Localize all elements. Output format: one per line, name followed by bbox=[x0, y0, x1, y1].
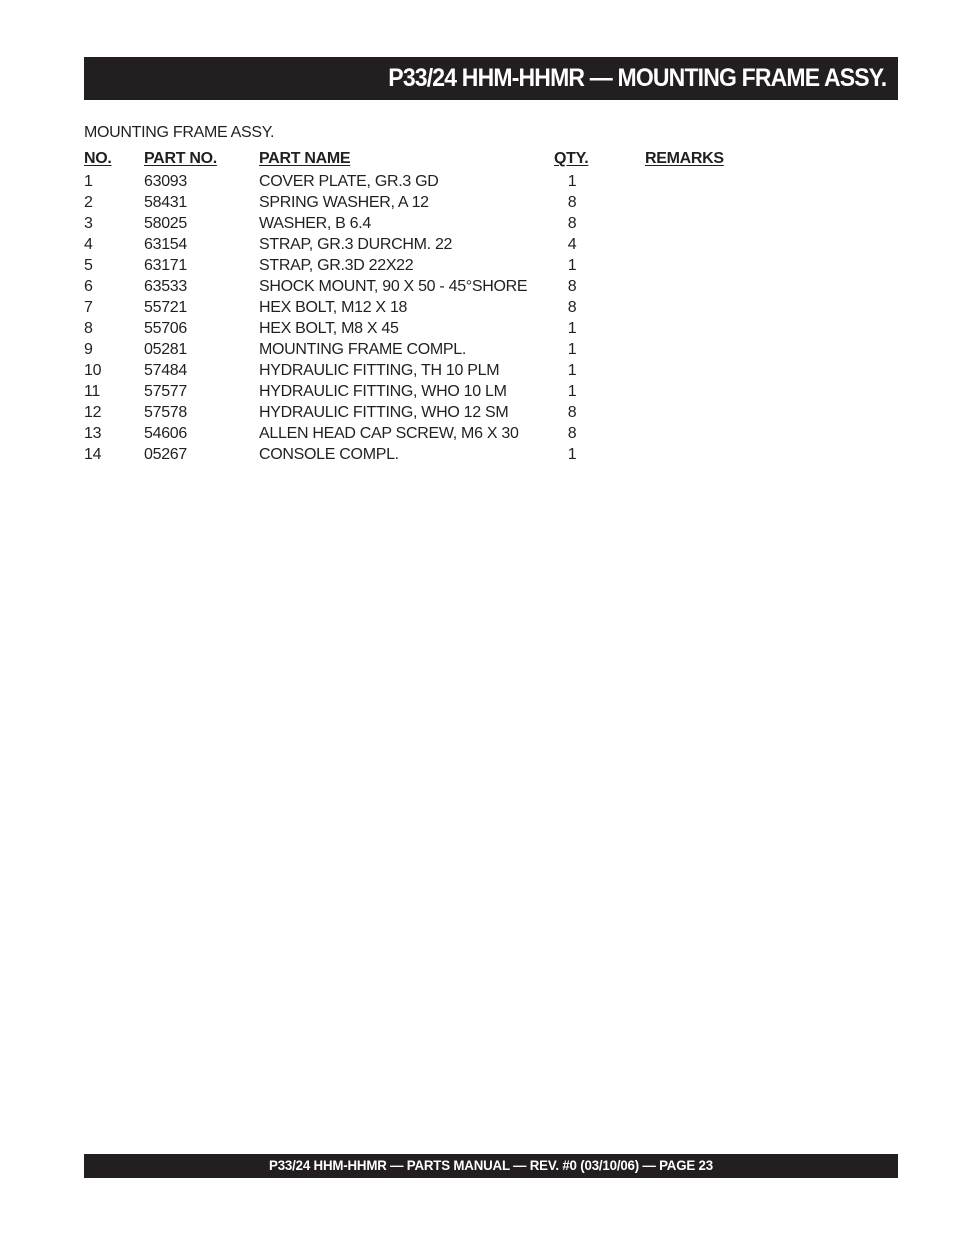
cell-part-name: HYDRAULIC FITTING, WHO 12 SM bbox=[259, 404, 509, 421]
cell-no: 2 bbox=[84, 194, 93, 211]
table-row bbox=[84, 299, 784, 320]
cell-qty: 1 bbox=[567, 362, 577, 379]
table-header-row bbox=[84, 150, 784, 173]
page-title: P33/24 HHM-HHMR — MOUNTING FRAME ASSY. bbox=[387, 64, 886, 92]
cell-no: 7 bbox=[84, 299, 93, 316]
cell-qty: 1 bbox=[567, 257, 577, 274]
page-footer: P33/24 HHM-HHMR — PARTS MANUAL — REV. #0 (03/10/06) — PAGE 23 bbox=[269, 1157, 713, 1173]
table-row bbox=[84, 404, 784, 425]
cell-qty: 8 bbox=[567, 404, 577, 421]
cell-part-no: 55721 bbox=[144, 299, 187, 316]
cell-part-name: COVER PLATE, GR.3 GD bbox=[259, 173, 439, 190]
cell-qty: 1 bbox=[567, 320, 577, 337]
cell-no: 5 bbox=[84, 257, 93, 274]
cell-no: 11 bbox=[84, 383, 101, 400]
cell-no: 13 bbox=[84, 425, 102, 442]
cell-part-name: STRAP, GR.3D 22X22 bbox=[259, 257, 414, 274]
column-header-part-name: PART NAME bbox=[259, 150, 351, 167]
cell-part-name: STRAP, GR.3 DURCHM. 22 bbox=[259, 236, 453, 253]
table-row bbox=[84, 278, 784, 299]
cell-part-no: 54606 bbox=[144, 425, 187, 442]
column-header-part-no: PART NO. bbox=[144, 150, 217, 167]
table-row bbox=[84, 362, 784, 383]
cell-qty: 8 bbox=[567, 215, 577, 232]
cell-qty: 1 bbox=[567, 173, 577, 190]
cell-qty: 4 bbox=[567, 236, 577, 253]
table-body bbox=[84, 173, 784, 467]
cell-part-name: HYDRAULIC FITTING, WHO 10 LM bbox=[259, 383, 507, 400]
cell-part-name: MOUNTING FRAME COMPL. bbox=[259, 341, 467, 358]
page-footer-bar bbox=[84, 1154, 898, 1178]
cell-part-name: HYDRAULIC FITTING, TH 10 PLM bbox=[259, 362, 500, 379]
table-row bbox=[84, 236, 784, 257]
cell-no: 3 bbox=[84, 215, 93, 232]
cell-qty: 1 bbox=[567, 446, 577, 463]
cell-part-no: 57578 bbox=[144, 404, 187, 421]
cell-no: 8 bbox=[84, 320, 93, 337]
cell-no: 14 bbox=[84, 446, 102, 463]
cell-qty: 8 bbox=[567, 194, 577, 211]
table-row bbox=[84, 383, 784, 404]
cell-no: 4 bbox=[84, 236, 93, 253]
table-row bbox=[84, 215, 784, 236]
table-row bbox=[84, 320, 784, 341]
cell-qty: 8 bbox=[567, 278, 577, 295]
cell-no: 1 bbox=[84, 173, 93, 190]
cell-part-no: 63093 bbox=[144, 173, 187, 190]
cell-no: 9 bbox=[84, 341, 93, 358]
cell-part-name: SHOCK MOUNT, 90 X 50 - 45°SHORE bbox=[259, 278, 528, 295]
cell-part-name: ALLEN HEAD CAP SCREW, M6 X 30 bbox=[259, 425, 519, 442]
cell-part-name: SPRING WASHER, A 12 bbox=[259, 194, 429, 211]
table-row bbox=[84, 257, 784, 278]
table-row bbox=[84, 173, 784, 194]
cell-qty: 1 bbox=[567, 383, 577, 400]
cell-part-no: 63171 bbox=[144, 257, 187, 274]
cell-no: 6 bbox=[84, 278, 93, 295]
cell-part-no: 58431 bbox=[144, 194, 187, 211]
cell-no: 10 bbox=[84, 362, 102, 379]
cell-part-name: CONSOLE COMPL. bbox=[259, 446, 399, 463]
cell-part-no: 55706 bbox=[144, 320, 187, 337]
table-row bbox=[84, 446, 784, 467]
column-header-no: NO. bbox=[84, 150, 112, 167]
cell-part-no: 63533 bbox=[144, 278, 187, 295]
cell-no: 12 bbox=[84, 404, 102, 421]
cell-part-name: WASHER, B 6.4 bbox=[259, 215, 371, 232]
cell-part-name: HEX BOLT, M8 X 45 bbox=[259, 320, 399, 337]
table-row bbox=[84, 194, 784, 215]
column-header-remarks: REMARKS bbox=[645, 150, 724, 167]
cell-part-no: 57577 bbox=[144, 383, 187, 400]
cell-part-no: 58025 bbox=[144, 215, 187, 232]
cell-part-no: 57484 bbox=[144, 362, 187, 379]
page-title-bar bbox=[84, 57, 898, 100]
column-header-qty: QTY. bbox=[554, 150, 589, 167]
cell-part-no: 05267 bbox=[144, 446, 187, 463]
table-row bbox=[84, 341, 784, 362]
section-title: MOUNTING FRAME ASSY. bbox=[84, 124, 275, 141]
table-row bbox=[84, 425, 784, 446]
cell-qty: 8 bbox=[567, 299, 577, 316]
cell-part-name: HEX BOLT, M12 X 18 bbox=[259, 299, 408, 316]
cell-qty: 1 bbox=[567, 341, 577, 358]
parts-table bbox=[84, 150, 784, 467]
cell-part-no: 05281 bbox=[144, 341, 187, 358]
cell-qty: 8 bbox=[567, 425, 577, 442]
cell-part-no: 63154 bbox=[144, 236, 187, 253]
